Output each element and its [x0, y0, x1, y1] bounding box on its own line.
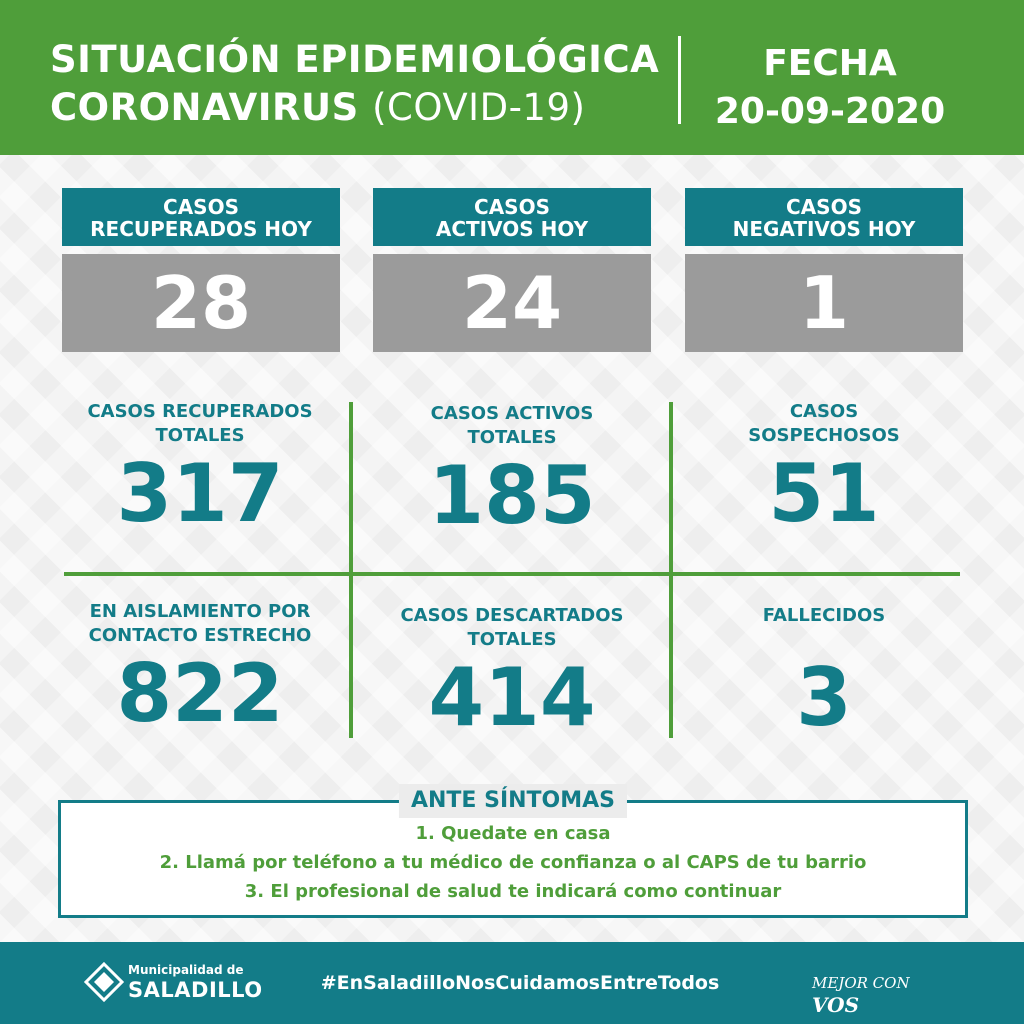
date-label: FECHA [763, 43, 897, 84]
stat-activos-totales [362, 402, 662, 542]
symptoms-box [58, 788, 968, 918]
stat-box-value: 24 [373, 254, 651, 352]
stat-descartados-totales [362, 604, 662, 744]
stat-value: 414 [428, 651, 596, 744]
stat-value: 51 [768, 447, 880, 540]
logo-small-text: Municipalidad de [128, 963, 244, 977]
stat-label-line: TOTALES [155, 425, 245, 446]
date-block [690, 40, 970, 136]
symptom-item: 2. Llamá por teléfono a tu médico de confianza o al CAPS de tu barrio [159, 852, 867, 873]
symptom-item: 1. Quedate en casa [415, 823, 611, 844]
stat-value: 317 [116, 447, 284, 540]
stat-box-label [685, 188, 963, 246]
slogan-vos: VOS [812, 993, 860, 1017]
stat-sospechosos [674, 400, 974, 540]
stat-box-negativos-hoy [685, 188, 963, 352]
stat-label-line: CASOS [789, 401, 859, 422]
header-divider [678, 36, 681, 124]
stat-label-line: CASOS [474, 195, 550, 219]
title-line-1: SITUACIÓN EPIDEMIOLÓGICA [50, 38, 660, 81]
stat-label-line: RECUPERADOS HOY [90, 217, 312, 241]
stat-value: 185 [428, 449, 596, 542]
grid-divider-horizontal [64, 572, 960, 576]
title-covid: (COVID-19) [372, 86, 586, 129]
municipality-logo-icon [84, 962, 124, 1002]
stat-label-line: CONTACTO ESTRECHO [88, 625, 312, 646]
footer-slogan [812, 972, 952, 1018]
footer-hashtag: #EnSaladilloNosCuidamosEntreTodos [320, 972, 720, 994]
title-line-2 [50, 84, 659, 132]
stat-label-line: FALLECIDOS [762, 605, 886, 626]
stat-fallecidos [674, 604, 974, 744]
stat-label-line: NEGATIVOS HOY [732, 217, 916, 241]
stat-box-value: 1 [685, 254, 963, 352]
stat-label-line [674, 628, 974, 652]
date-value: 20-09-2020 [714, 91, 946, 132]
symptoms-list [61, 819, 965, 906]
symptoms-title: ANTE SÍNTOMAS [399, 784, 627, 818]
stat-box-recuperados-hoy [62, 188, 340, 352]
stat-label-line: CASOS [786, 195, 862, 219]
stat-aislamiento [50, 600, 350, 740]
stat-box-label [373, 188, 651, 246]
stat-label-line: TOTALES [467, 427, 557, 448]
stat-box-activos-hoy [373, 188, 651, 352]
stat-box-label [62, 188, 340, 246]
stat-recuperados-totales [50, 400, 350, 540]
stat-box-value: 28 [62, 254, 340, 352]
symptom-item: 3. El profesional de salud te indicará como continuar [244, 881, 782, 902]
stat-label-line: CASOS [163, 195, 239, 219]
logo-big-text: SALADILLO [128, 978, 263, 1002]
stat-value: 3 [796, 651, 852, 744]
title-coronavirus: CORONAVIRUS [50, 86, 359, 129]
stat-value: 822 [116, 647, 284, 740]
page-title [50, 36, 659, 132]
header-banner [0, 0, 1024, 155]
municipality-logo-text [128, 962, 263, 1002]
stat-label-line: CASOS DESCARTADOS [400, 605, 624, 626]
stat-label-line: EN AISLAMIENTO POR [89, 601, 311, 622]
slogan-main: MEJOR CON [812, 974, 910, 992]
stat-label-line: SOSPECHOSOS [748, 425, 900, 446]
stat-label-line: TOTALES [467, 629, 557, 650]
footer-banner [0, 942, 1024, 1024]
grid-divider-vertical-2 [669, 402, 673, 738]
stat-label-line: CASOS ACTIVOS [430, 403, 594, 424]
stat-label-line: CASOS RECUPERADOS [87, 401, 313, 422]
stat-label-line: ACTIVOS HOY [435, 217, 589, 241]
